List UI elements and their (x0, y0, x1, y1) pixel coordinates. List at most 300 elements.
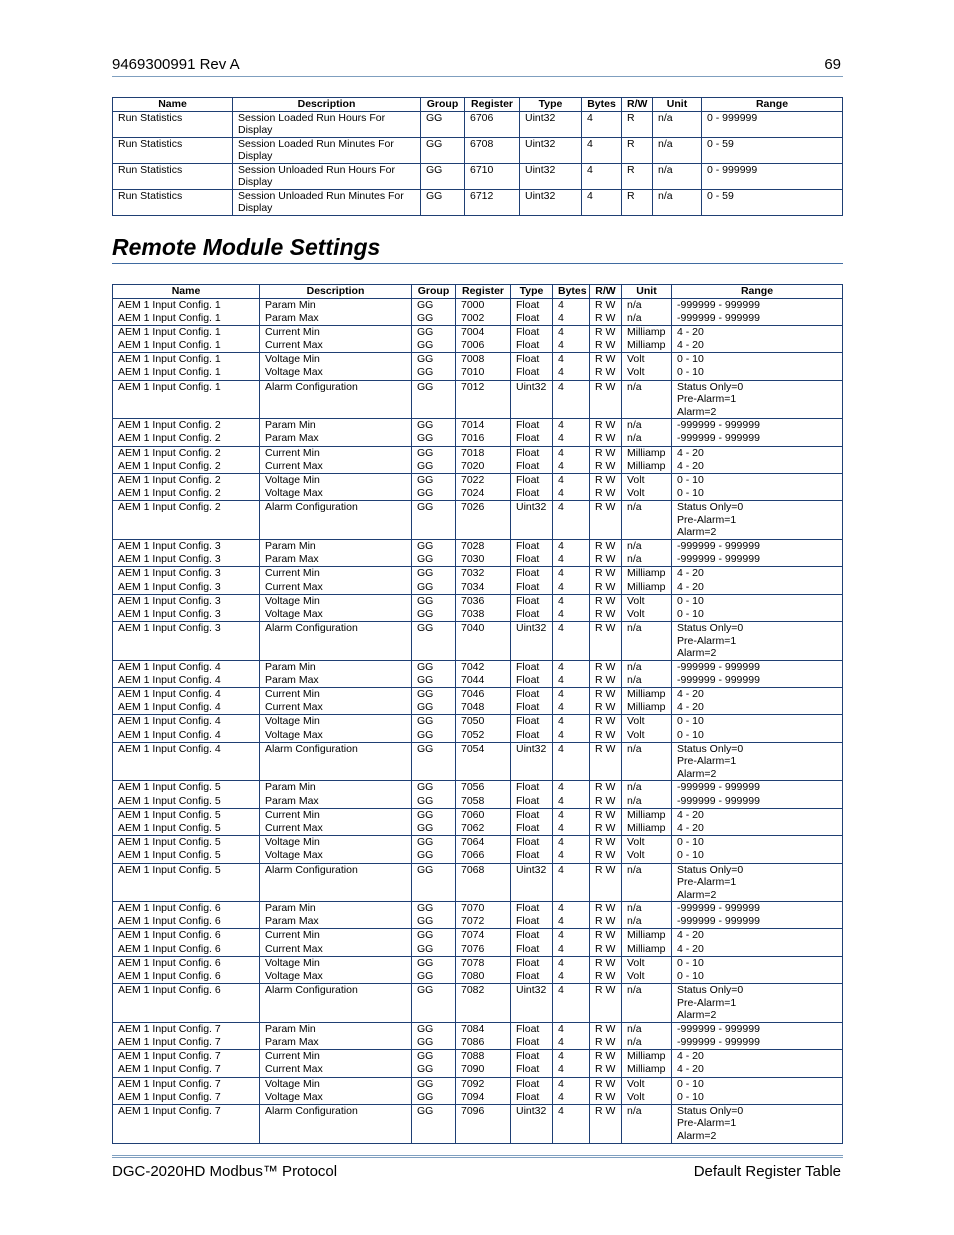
table-cell: 4 (553, 729, 590, 743)
table-cell: n/a (622, 1036, 672, 1050)
table-cell: 0 - 10 (672, 956, 843, 970)
table-cell: GG (412, 622, 456, 661)
table-row (113, 1091, 843, 1105)
table-cell: Float (511, 1077, 553, 1091)
table-cell: R W (590, 795, 622, 809)
table-cell: Voltage Max (260, 1091, 412, 1105)
table-cell: AEM 1 Input Config. 6 (113, 943, 260, 957)
table-cell: 4 (553, 915, 590, 929)
table-cell: AEM 1 Input Config. 1 (113, 312, 260, 326)
table-cell: n/a (622, 1022, 672, 1036)
table-cell: n/a (653, 163, 702, 189)
table-cell: Alarm Configuration (260, 501, 412, 540)
table-cell: GG (412, 594, 456, 608)
table-row (113, 915, 843, 929)
table-cell: 0 - 10 (672, 608, 843, 622)
table-cell: 4 - 20 (672, 339, 843, 353)
table-cell: 7066 (456, 849, 511, 863)
table-cell: Float (511, 608, 553, 622)
table-cell: 4 (553, 1050, 590, 1064)
table-cell: Alarm Configuration (260, 742, 412, 781)
table-cell: 4 - 20 (672, 808, 843, 822)
table-cell: Float (511, 446, 553, 460)
table-cell: R W (590, 781, 622, 795)
table-cell: Volt (622, 353, 672, 367)
table-cell: GG (412, 701, 456, 715)
column-header: Description (260, 285, 412, 299)
table-cell: 4 (553, 1077, 590, 1091)
table-cell: 0 - 10 (672, 473, 843, 487)
table-cell: R W (590, 808, 622, 822)
table-cell: 7082 (456, 984, 511, 1023)
table-cell: -999999 - 999999 (672, 795, 843, 809)
table-cell: 4 (582, 163, 622, 189)
table-row (113, 553, 843, 567)
table-cell: 7012 (456, 380, 511, 419)
table-cell: Float (511, 432, 553, 446)
column-header: Group (421, 98, 465, 112)
table-cell: 7072 (456, 915, 511, 929)
table-cell: Voltage Min (260, 594, 412, 608)
column-header: Type (511, 285, 553, 299)
table-cell: 4 (553, 808, 590, 822)
table-cell: Float (511, 1036, 553, 1050)
table-cell: Param Min (260, 298, 412, 312)
table-cell: GG (412, 674, 456, 688)
table-cell: 4 - 20 (672, 943, 843, 957)
table-cell: 7032 (456, 567, 511, 581)
table-cell: R W (590, 836, 622, 850)
table-row (113, 473, 843, 487)
table-cell: AEM 1 Input Config. 2 (113, 460, 260, 474)
table-row (113, 446, 843, 460)
table-cell: Float (511, 594, 553, 608)
table-cell: GG (412, 380, 456, 419)
table-row (113, 1063, 843, 1077)
table-cell: 0 - 10 (672, 836, 843, 850)
table-cell: GG (412, 1050, 456, 1064)
table-cell: Uint32 (520, 137, 582, 163)
table-cell: Float (511, 1091, 553, 1105)
table-cell: 4 (553, 353, 590, 367)
table-cell: R W (590, 487, 622, 501)
table-cell: 4 (553, 312, 590, 326)
table-cell: GG (412, 460, 456, 474)
table-cell: R W (590, 742, 622, 781)
table-cell: 7096 (456, 1104, 511, 1143)
table-cell: 4 (553, 567, 590, 581)
table-cell: Volt (622, 836, 672, 850)
table-cell: Status Only=0 Pre-Alarm=1 Alarm=2 (672, 863, 843, 902)
table-cell: 4 (553, 553, 590, 567)
table-cell: Float (511, 581, 553, 595)
table-cell: 4 (553, 863, 590, 902)
table-cell: 4 (553, 1063, 590, 1077)
table-cell: Voltage Max (260, 487, 412, 501)
table-cell: 0 - 10 (672, 849, 843, 863)
table-row (113, 808, 843, 822)
table-cell: 4 (553, 339, 590, 353)
table-cell: Volt (622, 970, 672, 984)
table-cell: n/a (622, 501, 672, 540)
table-cell: Float (511, 1050, 553, 1064)
table-cell: Status Only=0 Pre-Alarm=1 Alarm=2 (672, 984, 843, 1023)
table-cell: n/a (653, 189, 702, 215)
table-cell: n/a (622, 622, 672, 661)
table-cell: GG (421, 163, 465, 189)
table-cell: GG (412, 943, 456, 957)
footer-protocol-title: DGC-2020HD Modbus™ Protocol (112, 1163, 338, 1180)
table-cell: 6710 (465, 163, 520, 189)
table-cell: 4 (553, 581, 590, 595)
table-cell: Float (511, 487, 553, 501)
table-cell: R W (590, 419, 622, 433)
table-cell: Float (511, 325, 553, 339)
column-header: Bytes (553, 285, 590, 299)
table-cell: 0 - 10 (672, 487, 843, 501)
table-cell: Float (511, 419, 553, 433)
table-cell: Param Min (260, 781, 412, 795)
table-cell: Current Max (260, 822, 412, 836)
column-header: Type (520, 98, 582, 112)
table-cell: AEM 1 Input Config. 4 (113, 688, 260, 702)
table-cell: R W (590, 956, 622, 970)
table-cell: Voltage Min (260, 956, 412, 970)
table-cell: R W (590, 312, 622, 326)
table-cell: 4 (553, 446, 590, 460)
table-row (113, 298, 843, 312)
table-cell: 0 - 10 (672, 353, 843, 367)
table-cell: Float (511, 943, 553, 957)
table-cell: 4 (553, 622, 590, 661)
table-cell: -999999 - 999999 (672, 1022, 843, 1036)
table-cell: Current Min (260, 325, 412, 339)
table-cell: 7084 (456, 1022, 511, 1036)
table-row (113, 380, 843, 419)
table-cell: R W (590, 1104, 622, 1143)
table-cell: R W (590, 674, 622, 688)
table-cell: 4 (553, 608, 590, 622)
table-cell: Milliamp (622, 822, 672, 836)
table-cell: Voltage Min (260, 836, 412, 850)
table-cell: 7018 (456, 446, 511, 460)
table-cell: 7016 (456, 432, 511, 446)
table-cell: 4 - 20 (672, 688, 843, 702)
table-cell: -999999 - 999999 (672, 660, 843, 674)
table-cell: Milliamp (622, 581, 672, 595)
column-header: Unit (622, 285, 672, 299)
table-row (113, 984, 843, 1023)
table-cell: 7076 (456, 943, 511, 957)
table-cell: n/a (653, 137, 702, 163)
table-cell: -999999 - 999999 (672, 902, 843, 916)
table-cell: Status Only=0 Pre-Alarm=1 Alarm=2 (672, 501, 843, 540)
table-cell: 4 (553, 298, 590, 312)
table-cell: R W (590, 1091, 622, 1105)
table-row (113, 742, 843, 781)
table-cell: GG (412, 553, 456, 567)
table-cell: Param Max (260, 312, 412, 326)
table-cell: GG (412, 1104, 456, 1143)
table-cell: Float (511, 808, 553, 822)
column-header: R/W (590, 285, 622, 299)
section-title: Remote Module Settings (112, 234, 843, 264)
table-cell: Float (511, 956, 553, 970)
table-cell: AEM 1 Input Config. 7 (113, 1036, 260, 1050)
table-cell: R W (590, 353, 622, 367)
table-cell: Current Min (260, 446, 412, 460)
table-cell: 4 (582, 137, 622, 163)
table-cell: R W (590, 380, 622, 419)
table-cell: GG (412, 366, 456, 380)
table-cell: 7000 (456, 298, 511, 312)
table-cell: 4 (553, 487, 590, 501)
table-cell: 7028 (456, 539, 511, 553)
table-cell: Float (511, 298, 553, 312)
table-cell: 4 (553, 501, 590, 540)
table-cell: GG (412, 929, 456, 943)
table-cell: AEM 1 Input Config. 3 (113, 539, 260, 553)
table-cell: 7080 (456, 970, 511, 984)
table-cell: R W (590, 863, 622, 902)
table-cell: 4 (553, 742, 590, 781)
table-cell: n/a (622, 419, 672, 433)
table-cell: Float (511, 715, 553, 729)
column-header: Register (456, 285, 511, 299)
table-row (113, 339, 843, 353)
table-cell: R W (590, 1022, 622, 1036)
table-cell: 7036 (456, 594, 511, 608)
table-cell: Param Max (260, 674, 412, 688)
table-cell: R W (590, 581, 622, 595)
table-cell: GG (412, 419, 456, 433)
table-cell: AEM 1 Input Config. 4 (113, 715, 260, 729)
table-cell: 7054 (456, 742, 511, 781)
table-cell: 7014 (456, 419, 511, 433)
table-cell: 4 (553, 956, 590, 970)
table-cell: R W (590, 432, 622, 446)
table-cell: 4 (553, 674, 590, 688)
table-cell: R W (590, 929, 622, 943)
table-cell: Milliamp (622, 688, 672, 702)
table-cell: GG (412, 781, 456, 795)
table-cell: AEM 1 Input Config. 7 (113, 1022, 260, 1036)
table-cell: 4 (582, 111, 622, 137)
table-cell: Current Min (260, 567, 412, 581)
table-cell: Voltage Max (260, 729, 412, 743)
table-cell: 7040 (456, 622, 511, 661)
table-cell: 4 (553, 1104, 590, 1143)
table-cell: 4 (553, 943, 590, 957)
table-cell: GG (412, 432, 456, 446)
table-cell: 4 - 20 (672, 460, 843, 474)
table-cell: n/a (622, 742, 672, 781)
table-cell: Voltage Max (260, 970, 412, 984)
table-cell: GG (412, 353, 456, 367)
table-cell: 4 (553, 1036, 590, 1050)
table-row (113, 1050, 843, 1064)
table-cell: Run Statistics (113, 189, 233, 215)
table-cell: AEM 1 Input Config. 5 (113, 781, 260, 795)
table-cell: 7038 (456, 608, 511, 622)
table-cell: AEM 1 Input Config. 3 (113, 581, 260, 595)
page-header (112, 56, 843, 77)
table-cell: 0 - 10 (672, 366, 843, 380)
table-cell: GG (412, 312, 456, 326)
table-cell: AEM 1 Input Config. 2 (113, 501, 260, 540)
table-cell: Param Max (260, 795, 412, 809)
table-cell: Milliamp (622, 339, 672, 353)
table-cell: 0 - 10 (672, 1091, 843, 1105)
table-cell: 7022 (456, 473, 511, 487)
table-cell: Param Max (260, 432, 412, 446)
table-cell: R W (590, 446, 622, 460)
table-row (113, 1104, 843, 1143)
remote-module-table (112, 284, 843, 1144)
table-cell: GG (412, 915, 456, 929)
table-cell: Current Min (260, 1050, 412, 1064)
table-cell: Float (511, 688, 553, 702)
table-cell: Param Max (260, 915, 412, 929)
table-cell: Float (511, 849, 553, 863)
table-cell: GG (412, 608, 456, 622)
table-cell: AEM 1 Input Config. 3 (113, 553, 260, 567)
table-row (113, 1077, 843, 1091)
table-cell: 4 - 20 (672, 567, 843, 581)
run-statistics-table (112, 97, 843, 216)
table-cell: n/a (622, 298, 672, 312)
table-cell: AEM 1 Input Config. 3 (113, 567, 260, 581)
table-cell: Milliamp (622, 808, 672, 822)
table-cell: 4 - 20 (672, 1050, 843, 1064)
table-cell: Volt (622, 366, 672, 380)
table-cell: 7050 (456, 715, 511, 729)
table-cell: AEM 1 Input Config. 3 (113, 622, 260, 661)
table-cell: AEM 1 Input Config. 6 (113, 984, 260, 1023)
footer-section-name: Default Register Table (693, 1163, 841, 1180)
table-cell: 7058 (456, 795, 511, 809)
table-cell: Current Max (260, 339, 412, 353)
table-cell: Alarm Configuration (260, 380, 412, 419)
table-cell: 4 (553, 594, 590, 608)
table-cell: R W (590, 660, 622, 674)
table-cell: R W (590, 366, 622, 380)
table-cell: GG (412, 729, 456, 743)
table-cell: Uint32 (520, 163, 582, 189)
table-row (113, 836, 843, 850)
table-cell: AEM 1 Input Config. 2 (113, 487, 260, 501)
table-cell: AEM 1 Input Config. 5 (113, 808, 260, 822)
table-row (113, 822, 843, 836)
table-cell: R W (590, 501, 622, 540)
table-cell: Session Unloaded Run Hours For Display (233, 163, 421, 189)
document-number: 9469300991 Rev A (112, 56, 240, 73)
table-cell: AEM 1 Input Config. 5 (113, 863, 260, 902)
table-cell: R W (590, 984, 622, 1023)
table-cell: 4 (553, 366, 590, 380)
table-row (113, 674, 843, 688)
table-cell: n/a (622, 432, 672, 446)
table-cell: GG (412, 501, 456, 540)
table-cell: Milliamp (622, 929, 672, 943)
table-cell: GG (412, 956, 456, 970)
table-row (113, 163, 843, 189)
table-cell: 6712 (465, 189, 520, 215)
table-row (113, 487, 843, 501)
table-cell: GG (412, 325, 456, 339)
table-cell: Session Loaded Run Minutes For Display (233, 137, 421, 163)
table-row (113, 970, 843, 984)
table-cell: Float (511, 781, 553, 795)
table-row (113, 137, 843, 163)
column-header: Range (702, 98, 843, 112)
table-cell: 4 (553, 902, 590, 916)
table-cell: Float (511, 795, 553, 809)
table-row (113, 189, 843, 215)
table-cell: n/a (622, 795, 672, 809)
table-cell: Alarm Configuration (260, 863, 412, 902)
table-cell: Volt (622, 608, 672, 622)
table-cell: Float (511, 553, 553, 567)
table-cell: 7044 (456, 674, 511, 688)
table-cell: R W (590, 473, 622, 487)
table-cell: Session Unloaded Run Minutes For Display (233, 189, 421, 215)
table-cell: Float (511, 539, 553, 553)
table-cell: 7004 (456, 325, 511, 339)
table-cell: AEM 1 Input Config. 6 (113, 902, 260, 916)
table-cell: 4 - 20 (672, 325, 843, 339)
table-cell: Uint32 (511, 380, 553, 419)
column-header: Range (672, 285, 843, 299)
table-row (113, 943, 843, 957)
table-cell: AEM 1 Input Config. 1 (113, 339, 260, 353)
table-row (113, 902, 843, 916)
table-cell: R (622, 137, 653, 163)
table-cell: GG (412, 1022, 456, 1036)
table-cell: AEM 1 Input Config. 7 (113, 1091, 260, 1105)
table-cell: AEM 1 Input Config. 2 (113, 419, 260, 433)
table-header-row (113, 98, 843, 112)
table-row (113, 581, 843, 595)
table-cell: AEM 1 Input Config. 6 (113, 970, 260, 984)
table-cell: n/a (622, 1104, 672, 1143)
table-cell: Uint32 (511, 501, 553, 540)
table-cell: Milliamp (622, 943, 672, 957)
table-cell: Uint32 (511, 742, 553, 781)
table-cell: 7068 (456, 863, 511, 902)
table-cell: AEM 1 Input Config. 2 (113, 473, 260, 487)
column-header: Group (412, 285, 456, 299)
table-cell: 7078 (456, 956, 511, 970)
table-cell: Param Min (260, 1022, 412, 1036)
table-cell: Param Min (260, 419, 412, 433)
table-cell: 6706 (465, 111, 520, 137)
table-cell: AEM 1 Input Config. 1 (113, 353, 260, 367)
table-cell: 7034 (456, 581, 511, 595)
table-cell: Uint32 (520, 111, 582, 137)
table-cell: 4 (553, 419, 590, 433)
table-cell: Run Statistics (113, 111, 233, 137)
table-cell: AEM 1 Input Config. 4 (113, 660, 260, 674)
table-row (113, 863, 843, 902)
table-cell: 7094 (456, 1091, 511, 1105)
table-cell: Float (511, 353, 553, 367)
table-cell: 7074 (456, 929, 511, 943)
table-cell: 4 (553, 688, 590, 702)
table-cell: R W (590, 1063, 622, 1077)
table-cell: R W (590, 688, 622, 702)
table-cell: 7006 (456, 339, 511, 353)
